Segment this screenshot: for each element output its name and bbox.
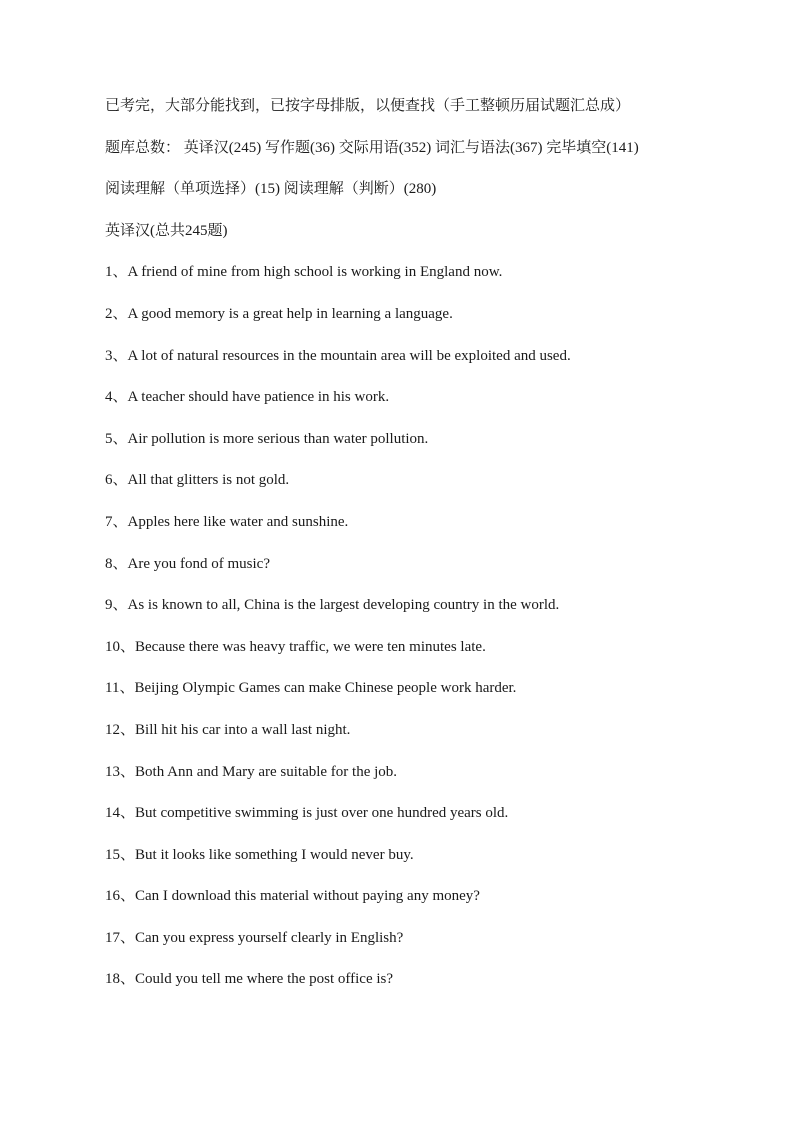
item-number: 17、: [105, 929, 136, 946]
item-text: Apples here like water and sunshine.: [127, 513, 349, 530]
list-item: [105, 384, 765, 426]
item-number: 8、: [105, 555, 128, 572]
item-text: A lot of natural resources in the mountain area will be exploited and used.: [127, 347, 571, 364]
list-item: [105, 925, 765, 967]
item-text: Could you tell me where the post office is?: [135, 971, 394, 988]
item-number: 4、: [105, 389, 128, 406]
item-number: 6、: [105, 472, 128, 489]
item-text: Both Ann and Mary are suitable for the job.: [135, 763, 398, 780]
totals-continued-line: 阅读理解（单项选择）(15) 阅读理解（判断）(280): [105, 181, 437, 198]
item-number: 14、: [105, 805, 136, 822]
list-item: [105, 592, 765, 634]
item-text: All that glitters is not gold.: [127, 472, 290, 489]
item-number: 3、: [105, 347, 128, 364]
item-number: 13、: [105, 763, 136, 780]
list-item: [105, 343, 765, 385]
item-text: But it looks like something I would never buy.: [135, 846, 414, 863]
item-text: A good memory is a great help in learning a language.: [127, 305, 453, 322]
item-text: A friend of mine from high school is working in England now.: [127, 264, 503, 281]
list-item: [105, 634, 765, 676]
item-number: 7、: [105, 513, 128, 530]
list-item: [105, 842, 765, 884]
list-item: [105, 717, 765, 759]
item-text: But competitive swimming is just over one hundred years old.: [135, 805, 509, 822]
item-number: 11、: [105, 680, 135, 697]
item-text: Bill hit his car into a wall last night.: [135, 721, 351, 738]
totals-line: 题库总数： 英译汉(245) 写作题(36) 交际用语(352) 词汇与语法(367) 完毕填空(141): [105, 139, 639, 156]
list-item: [105, 675, 765, 717]
item-text: Can you express yourself clearly in English?: [135, 929, 404, 946]
list-item: [105, 509, 765, 551]
list-item: [105, 759, 765, 801]
item-text: Because there was heavy traffic, we were ten minutes late.: [135, 638, 486, 655]
intro-line: 已考完，大部分能找到，已按字母排版，以便查找（手工整顿历届试题汇总成）: [105, 98, 631, 114]
item-number: 1、: [105, 264, 128, 281]
item-text: A teacher should have patience in his work.: [127, 389, 390, 406]
item-text: Beijing Olympic Games can make Chinese people work harder.: [134, 680, 517, 697]
item-number: 16、: [105, 888, 136, 905]
list-item: [105, 259, 765, 301]
list-item: [105, 800, 765, 842]
item-number: 12、: [105, 721, 136, 738]
item-number: 18、: [105, 971, 136, 988]
item-number: 15、: [105, 846, 136, 863]
list-item: [105, 426, 765, 468]
item-number: 9、: [105, 597, 128, 614]
list-item: [105, 467, 765, 509]
list-item: [105, 301, 765, 343]
item-number: 5、: [105, 430, 128, 447]
list-item: [105, 966, 765, 1008]
item-number: 10、: [105, 638, 136, 655]
item-text: Air pollution is more serious than water pollution.: [127, 430, 429, 447]
document-content: [105, 93, 765, 1008]
list-item: [105, 551, 765, 593]
section-title: 英译汉(总共245题): [105, 222, 228, 239]
item-text: As is known to all, China is the largest developing country in the world.: [127, 597, 560, 614]
item-text: Are you fond of music?: [127, 555, 270, 572]
item-number: 2、: [105, 305, 128, 322]
item-text: Can I download this material without paying any money?: [135, 888, 480, 905]
list-item: [105, 883, 765, 925]
